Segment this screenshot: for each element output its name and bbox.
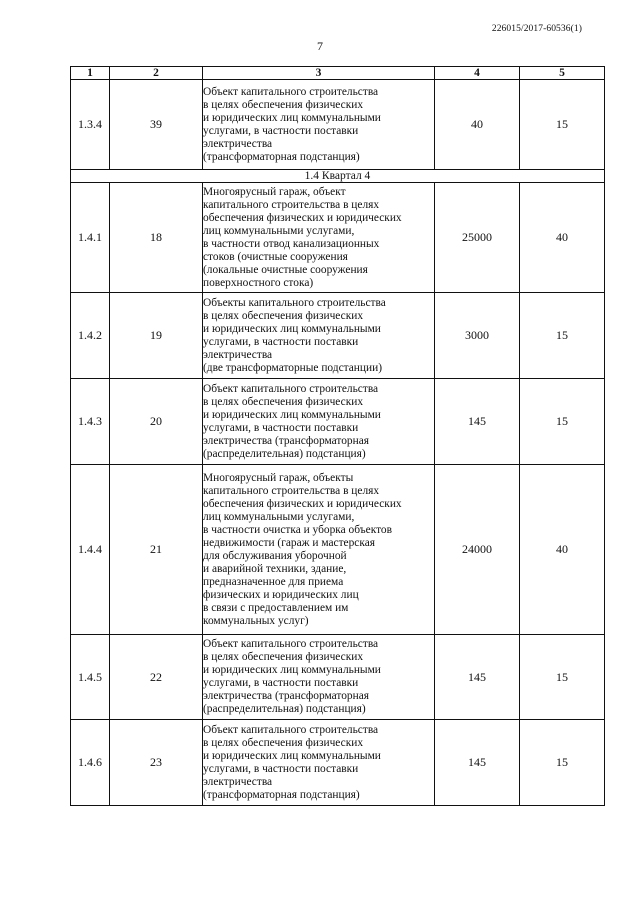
row-area: 25000 xyxy=(435,183,520,293)
row-code: 1.3.4 xyxy=(71,80,110,170)
column-header-5: 5 xyxy=(520,67,605,80)
column-header-2: 2 xyxy=(110,67,203,80)
section-row xyxy=(71,170,605,183)
row-zone: 15 xyxy=(520,720,605,806)
row-number: 21 xyxy=(110,465,203,635)
row-number: 39 xyxy=(110,80,203,170)
table-row xyxy=(71,465,605,635)
row-description: Объект капитального строительства в целях обеспечения физических и юридических лиц коммунальными услугами, в частности поставки электричества (трансформаторная (распределительная) подстанция) xyxy=(203,379,435,465)
row-code: 1.4.6 xyxy=(71,720,110,806)
row-zone: 40 xyxy=(520,183,605,293)
row-area: 145 xyxy=(435,635,520,720)
table-row xyxy=(71,183,605,293)
row-area: 40 xyxy=(435,80,520,170)
column-header-1: 1 xyxy=(71,67,110,80)
document-reference: 226015/2017-60536(1) xyxy=(491,24,582,34)
table-row xyxy=(71,379,605,465)
table-row xyxy=(71,720,605,806)
row-zone: 15 xyxy=(520,379,605,465)
row-number: 18 xyxy=(110,183,203,293)
row-code: 1.4.2 xyxy=(71,293,110,379)
row-zone: 15 xyxy=(520,635,605,720)
objects-table xyxy=(70,66,605,806)
row-area: 145 xyxy=(435,379,520,465)
row-code: 1.4.4 xyxy=(71,465,110,635)
row-number: 20 xyxy=(110,379,203,465)
column-header-3: 3 xyxy=(203,67,435,80)
row-zone: 40 xyxy=(520,465,605,635)
row-number: 19 xyxy=(110,293,203,379)
table-row xyxy=(71,80,605,170)
row-description: Объект капитального строительства в целях обеспечения физических и юридических лиц коммунальными услугами, в частности поставки электричества (трансформаторная подстанция) xyxy=(203,80,435,170)
row-number: 23 xyxy=(110,720,203,806)
row-description: Объекты капитального строительства в целях обеспечения физических и юридических лиц коммунальными услугами, в частности поставки электричества (две трансформаторные подстанции) xyxy=(203,293,435,379)
row-description: Многоярусный гараж, объекты капитального строительства в целях обеспечения физических и юридических лиц коммунальными услугами, в частности очистка и уборка объектов недвижимости (гараж и мастерская для обслуживания уборочной и аварийной техники, здание, предназначенное для приема физических и юридических лиц в связи с предоставлением им коммунальных услуг) xyxy=(203,465,435,635)
table-row xyxy=(71,635,605,720)
row-description: Объект капитального строительства в целях обеспечения физических и юридических лиц коммунальными услугами, в частности поставки электричества (трансформаторная (распределительная) подстанция) xyxy=(203,635,435,720)
row-code: 1.4.3 xyxy=(71,379,110,465)
table-row xyxy=(71,293,605,379)
row-code: 1.4.5 xyxy=(71,635,110,720)
row-description: Объект капитального строительства в целях обеспечения физических и юридических лиц коммунальными услугами, в частности поставки электричества (трансформаторная подстанция) xyxy=(203,720,435,806)
row-area: 24000 xyxy=(435,465,520,635)
table-header-row xyxy=(71,67,605,80)
row-code: 1.4.1 xyxy=(71,183,110,293)
row-area: 145 xyxy=(435,720,520,806)
page-number: 7 xyxy=(317,39,323,53)
row-area: 3000 xyxy=(435,293,520,379)
row-description: Многоярусный гараж, объект капитального строительства в целях обеспечения физических и юридических лиц коммунальными услугами, в частности отвод канализационных стоков (очистные сооружения (локальные очистные сооружения поверхностного стока) xyxy=(203,183,435,293)
section-title: 1.4 Квартал 4 xyxy=(71,170,605,183)
row-zone: 15 xyxy=(520,80,605,170)
row-zone: 15 xyxy=(520,293,605,379)
column-header-4: 4 xyxy=(435,67,520,80)
row-number: 22 xyxy=(110,635,203,720)
